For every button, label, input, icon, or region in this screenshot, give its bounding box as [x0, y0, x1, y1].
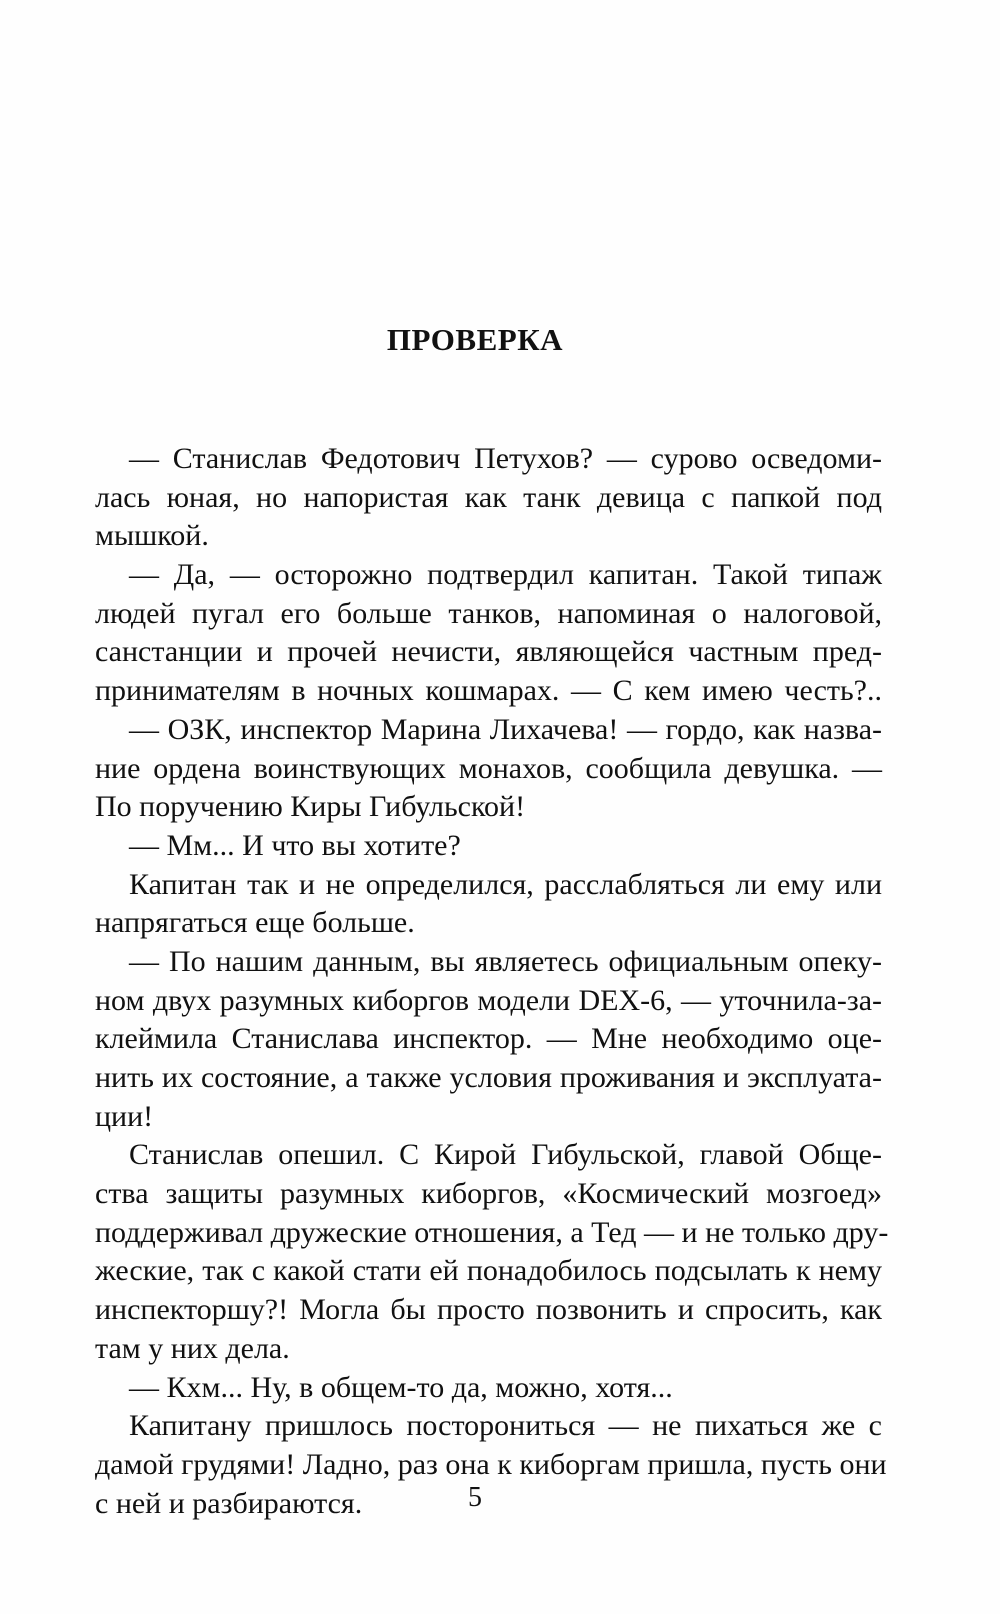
text-line: — ОЗК, инспектор Марина Лихачева! — гордо, как назва-	[129, 712, 882, 746]
text-line: нить их состояние, а также условия проживания и эксплуата-	[95, 1061, 882, 1094]
text-line: лась юная, но напористая как танк девица с папкой под	[95, 480, 882, 514]
text-line: поддерживал дружеские отношения, а Тед — и не только дру-	[95, 1215, 889, 1249]
text-line: — Да, — осторожно подтвердил капитан. Такой типаж	[129, 558, 882, 592]
text-line: напрягаться еще больше.	[95, 906, 415, 940]
text-line: Станислав опешил. С Кирой Гибульской, главой Обще-	[129, 1138, 882, 1172]
text-line: дамой грудями! Ладно, раз она к киборгам пришла, пусть они	[95, 1447, 887, 1481]
text-line: — Кхм... Ну, в общем-то да, можно, хотя...	[129, 1370, 673, 1404]
text-line: там у них дела.	[95, 1331, 290, 1365]
text-line: людей пугал его больше танков, напоминая о налоговой,	[95, 596, 882, 630]
text-line: Капитану пришлось посторониться — не пихаться же с	[129, 1409, 882, 1443]
text-line: — Мм... И что вы хотите?	[129, 828, 461, 862]
page-number: 5	[468, 1482, 482, 1513]
text-line: По поручению Киры Гибульской!	[95, 790, 526, 824]
text-line: ном двух разумных киборгов модели DEX-6, — уточнила-за-	[95, 983, 882, 1017]
text-line: — Станислав Федотович Петухов? — сурово осведоми-	[129, 442, 882, 475]
text-line: мышкой.	[95, 519, 209, 553]
text-line: инспекторшу?! Могла бы просто позвонить и спросить, как	[95, 1293, 882, 1327]
text-line: ние ордена воинствующих монахов, сообщила девушка. —	[95, 751, 882, 785]
chapter-title: ПРОВЕРКА	[386, 322, 564, 357]
text-line: принимателям в ночных кошмарах. — С кем имею честь?..	[95, 674, 882, 708]
text-line: клеймила Станислава инспектор. — Мне необходимо оце-	[95, 1022, 882, 1056]
text-line: Капитан так и не определился, расслабляться ли ему или	[129, 867, 882, 901]
body-text	[95, 440, 889, 1523]
text-line: жеские, так с какой стати ей понадобилось подсылать к нему	[95, 1254, 882, 1288]
text-line: ции!	[95, 1099, 154, 1133]
text-line: санстанции и прочей нечисти, являющейся частным пред-	[95, 635, 882, 669]
text-line: ства защиты разумных киборгов, «Космический мозгоед»	[95, 1177, 882, 1211]
text-line: с ней и разбираются.	[95, 1486, 363, 1520]
text-line: — По нашим данным, вы являетесь официальным опеку-	[129, 944, 882, 978]
